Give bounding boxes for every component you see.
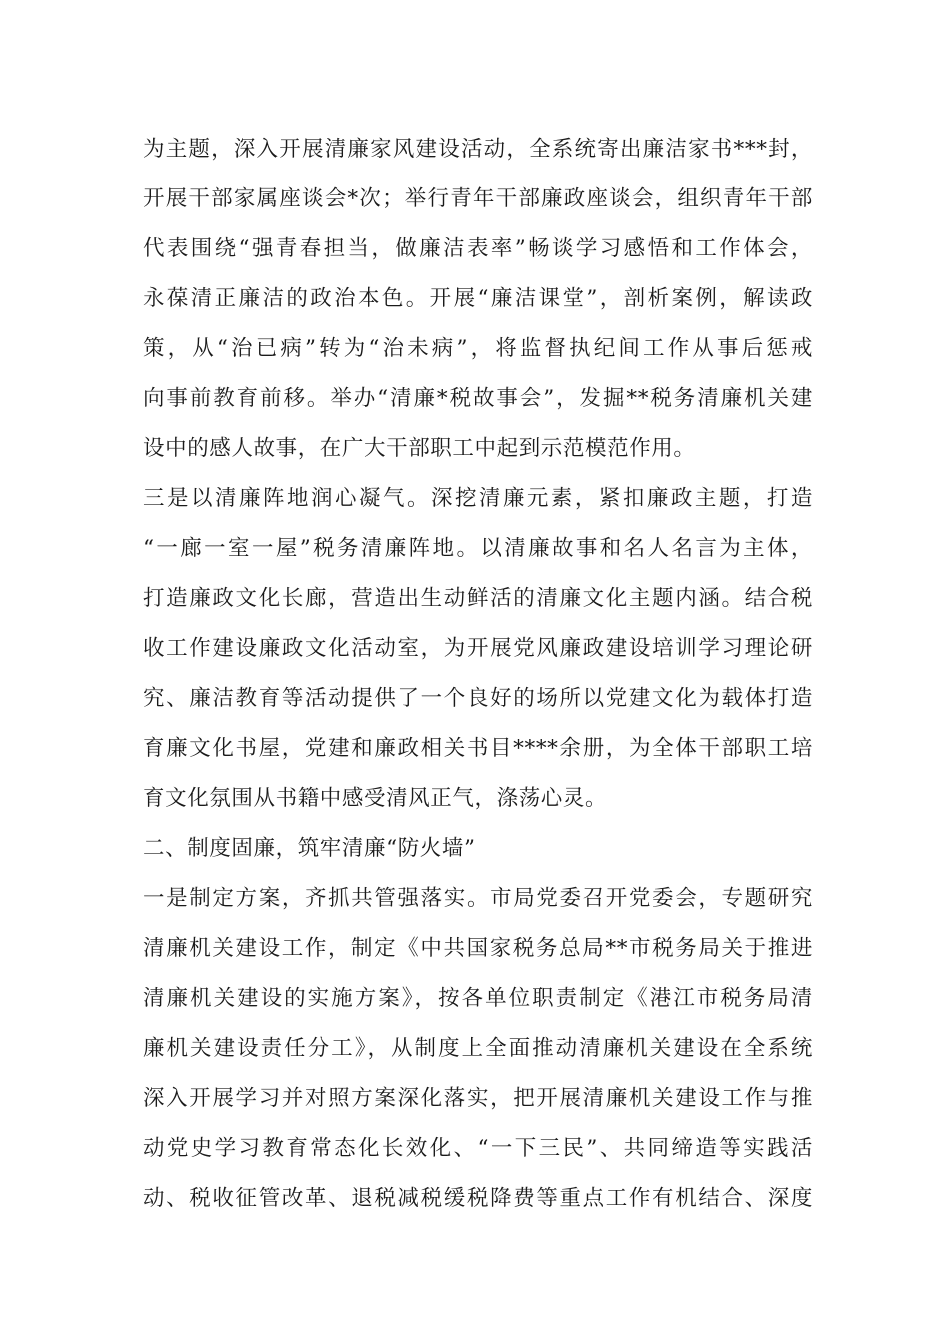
text-line: 一是制定方案，齐抓共管强落实。市局党委召开党委会，专题研究 <box>143 886 813 911</box>
text-line: 廉机关建设责任分工》，从制度上全面推动清廉机关建设在全系统 <box>143 1036 813 1061</box>
text-line: 育文化氛围从书籍中感受清风正气，涤荡心灵。 <box>143 786 608 811</box>
text-line: 永葆清正廉洁的政治本色。开展“廉洁课堂”，剖析案例，解读政 <box>143 286 813 311</box>
text-line: 动、税收征管改革、退税减税缓税降费等重点工作有机结合、深度 <box>143 1186 813 1211</box>
text-line: 育廉文化书屋，党建和廉政相关书目****余册，为全体干部职工培 <box>143 736 813 761</box>
text-line: 三是以清廉阵地润心凝气。深挖清廉元素，紧扣廉政主题，打造 <box>143 486 813 511</box>
text-line: 收工作建设廉政文化活动室，为开展党风廉政建设培训学习理论研 <box>143 636 813 661</box>
text-line: 策，从“治已病”转为“治未病”，将监督执纪间工作从事后惩戒 <box>143 336 813 361</box>
text-line: 动党史学习教育常态化长效化、“一下三民”、共同缔造等实践活 <box>143 1136 813 1161</box>
text-line: 设中的感人故事，在广大干部职工中起到示范模范作用。 <box>143 436 696 461</box>
text-line: 向事前教育前移。举办“清廉*税故事会”，发掘**税务清廉机关建 <box>143 386 813 411</box>
text-line: 清廉机关建设工作，制定《中共国家税务总局**市税务局关于推进 <box>143 936 813 961</box>
text-line: “一廊一室一屋”税务清廉阵地。以清廉故事和名人名言为主体， <box>143 536 813 561</box>
text-line: 为主题，深入开展清廉家风建设活动，全系统寄出廉洁家书***封， <box>143 137 813 162</box>
text-line: 究、廉洁教育等活动提供了一个良好的场所以党建文化为载体打造 <box>143 686 813 711</box>
text-line: 代表围绕“强青春担当，做廉洁表率”畅谈学习感悟和工作体会， <box>143 236 813 261</box>
text-line: 开展干部家属座谈会*次；举行青年干部廉政座谈会，组织青年干部 <box>143 186 813 211</box>
text-line: 深入开展学习并对照方案深化落实，把开展清廉机关建设工作与推 <box>143 1086 813 1111</box>
text-line: 清廉机关建设的实施方案》，按各单位职责制定《港江市税务局清 <box>143 986 813 1011</box>
text-line: 打造廉政文化长廊，营造出生动鲜活的清廉文化主题内涵。结合税 <box>143 586 813 611</box>
section-heading: 二、制度固廉，筑牢清廉“防火墙” <box>143 836 476 861</box>
